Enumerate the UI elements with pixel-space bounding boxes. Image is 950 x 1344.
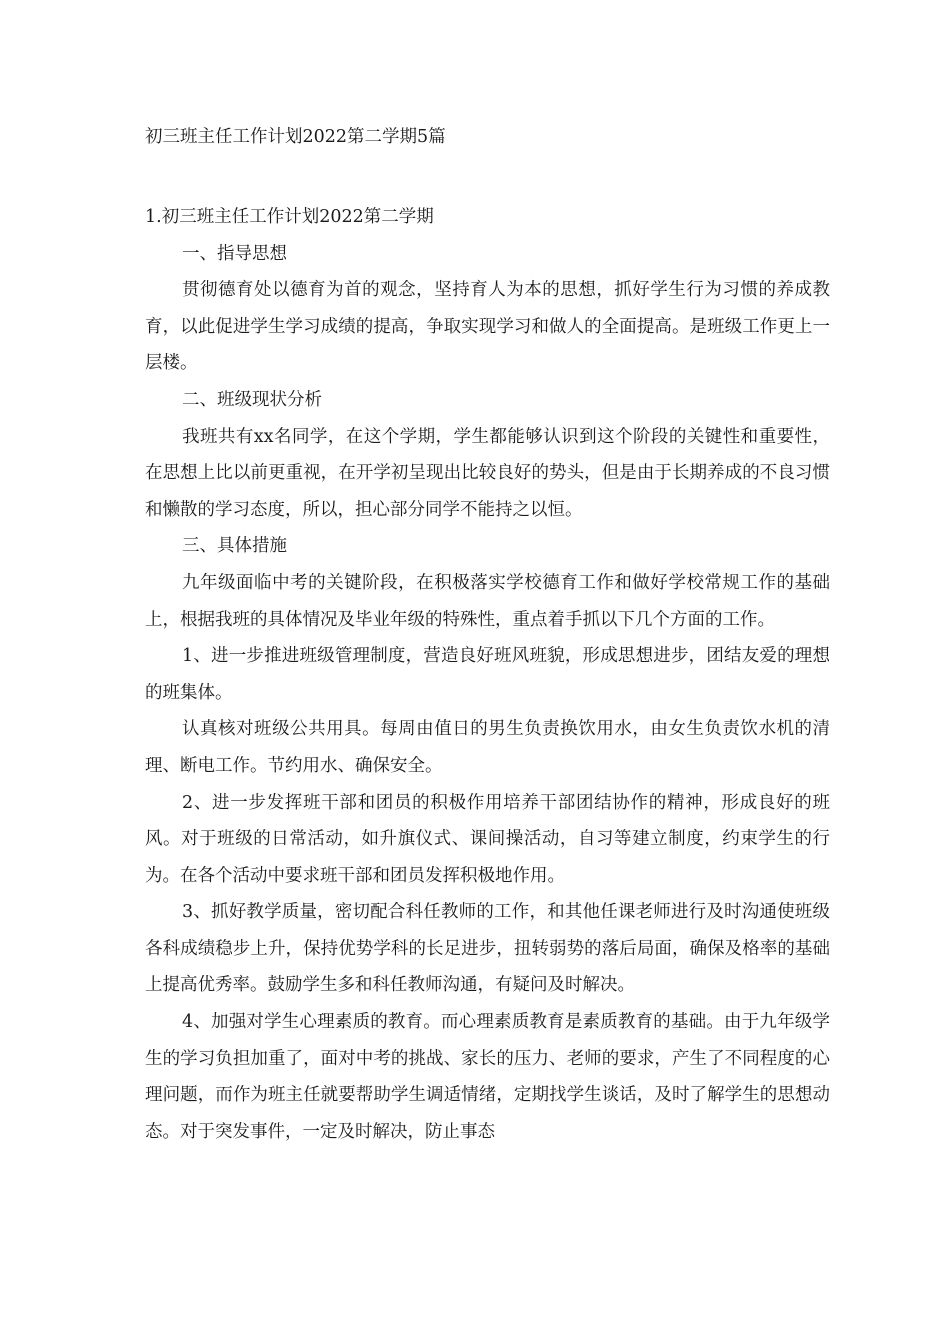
paragraph-measure-1: 1、进一步推进班级管理制度，营造良好班风班貌，形成思想进步，团结友爱的理想的班集体。 [145, 646, 830, 703]
heading-class-status: 二、班级现状分析 [182, 389, 322, 410]
paragraph-measures-intro: 九年级面临中考的关键阶段，在积极落实学校德育工作和做好学校常规工作的基础上，根据我班的具体情况及毕业年级的特殊性，重点着手抓以下几个方面的工作。 [145, 572, 830, 630]
heading-guiding-ideology: 一、指导思想 [182, 243, 287, 264]
paragraph-measure-4: 4、加强对学生心理素质的教育。而心理素质教育是素质教育的基础。由于九年级学生的学习负担加重了，面对中考的挑战、家长的压力、老师的要求，产生了不同程度的心理问题，而作为班主任就要帮助学生调适情绪，定期找学生谈话，及时了解学生的思想动态。对于突发事件，一定及时解决，防止事态 [145, 1012, 830, 1142]
section-title: 1.初三班主任工作计划2022第二学期 [145, 207, 434, 227]
paragraph-measure-3: 3、抓好教学质量，密切配合科任教师的工作，和其他任课老师进行及时沟通使班级各科成绩稳步上升，保持优势学科的长足进步，扭转弱势的落后局面，确保及格率的基础上提高优秀率。鼓励学生多和科任教师沟通，有疑问及时解决。 [145, 902, 830, 996]
paragraph-guiding-ideology: 贯彻德育处以德育为首的观念，坚持育人为本的思想，抓好学生行为习惯的养成教育，以此促进学生学习成绩的提高，争取实现学习和做人的全面提高。是班级工作更上一层楼。 [145, 280, 830, 374]
paragraph-measure-2: 2、进一步发挥班干部和团员的积极作用培养干部团结协作的精神，形成良好的班风。对于班级的日常活动，如升旗仪式、课间操活动，自习等建立制度，约束学生的行为。在各个活动中要求班干部和团员发挥积极地作用。 [145, 792, 830, 886]
paragraph-equipment-check: 认真核对班级公共用具。每周由值日的男生负责换饮用水，由女生负责饮水机的清理、断电工作。节约用水、确保安全。 [145, 719, 830, 776]
paragraph-class-status: 我班共有xx名同学，在这个学期，学生都能够认识到这个阶段的关键性和重要性，在思想上比以前更重视，在开学初呈现出比较良好的势头，但是由于长期养成的不良习惯和懒散的学习态度，所以，担心部分同学不能持之以恒。 [145, 426, 830, 520]
heading-specific-measures: 三、具体措施 [182, 536, 287, 557]
document-body [145, 199, 830, 1150]
document-title: 初三班主任工作计划2022第二学期5篇 [145, 127, 446, 147]
